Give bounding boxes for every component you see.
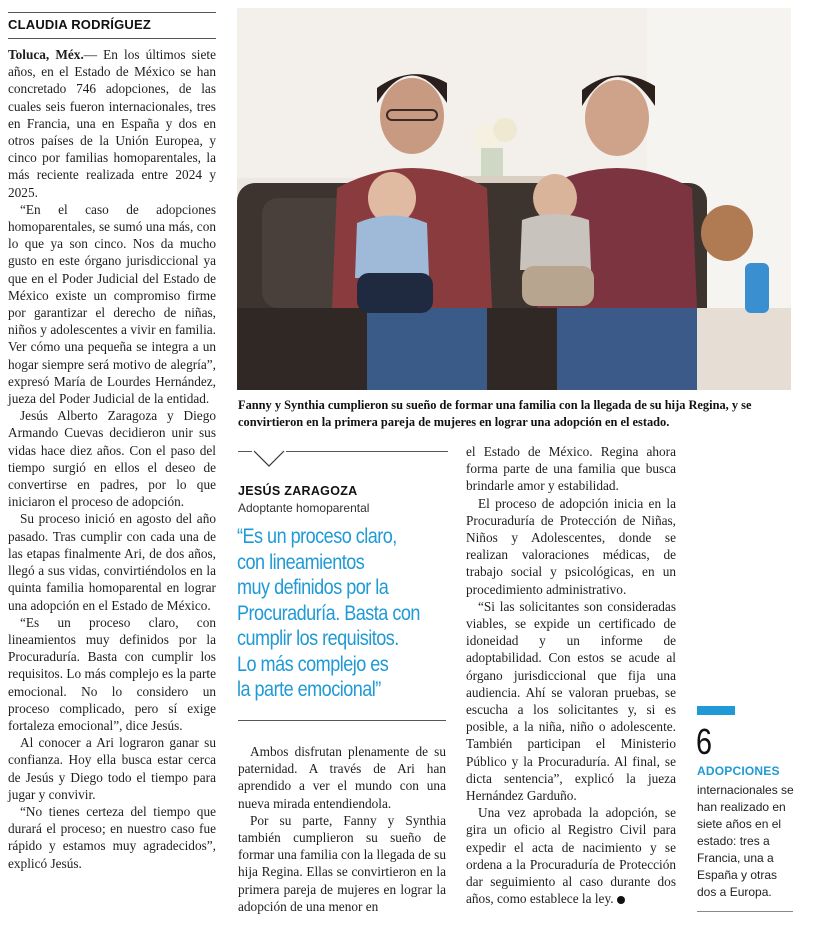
stat-label: ADOPCIONES	[697, 764, 780, 778]
paragraph: “No tienes certeza del tiempo que durará el proceso; en nuestro caso fue rápido y estamos muy agradecidos”, explicó Jesús.	[8, 803, 216, 871]
article-column-2	[238, 743, 446, 915]
paragraph: “Si las solicitantes son consideradas viables, se expide un certificado de idoneidad y un informe de adoptabilidad. Con estos se acude al órgano jurisdiccional que fija una audiencia. Ahí se valoran pruebas, se escucha a los solicitantes y, si es posible, a la niña, niño o adolescente. También participan el Ministerio Público y la Procuraduría. Al final, se dicta sentencia”, explicó la jueza Hernández Garduño.	[466, 598, 676, 804]
paragraph: Jesús Alberto Zaragoza y Diego Armando Cuevas decidieron unir sus vidas hace diez años. Con el paso del tiempo surgió en ellos el deseo de convertirse en padres, por lo que iniciaron el proceso de adopción.	[8, 408, 216, 510]
top-rule	[8, 12, 216, 13]
lead-paragraph	[8, 46, 216, 201]
pull-quote-line: muy definidos por la	[237, 576, 389, 599]
paragraph: Por su parte, Fanny y Synthia también cumplieron su sueño de formar una familia con la llegada de su hija Regina. Ellas se convirtieron en la primera pareja de mujeres en lograr la adopción de una menor en	[238, 812, 446, 914]
article-photo	[237, 8, 791, 390]
final-paragraph-text: Una vez aprobada la adopción, se gira un oficio al Registro Civil para expedir el acta de nacimiento y se ordena a la Procuraduría de Protección dar seguimiento al caso durante dos años, como establece la ley.	[466, 805, 676, 907]
end-mark-icon	[617, 896, 625, 904]
paragraph: Su proceso inició en agosto del año pasado. Tras cumplir con cada una de las etapas finalmente Ari, de dos años, llegó a sus vidas, convirtiéndolos en la quinta familia homoparental en lograr una adopción en el Estado de México.	[8, 511, 216, 613]
chevron-down-icon	[252, 449, 286, 469]
pull-quote-line: con lineamientos	[237, 550, 365, 574]
pull-quote-line: “Es un proceso claro,	[237, 525, 397, 548]
paragraph: “En el caso de adopciones homoparentales, se sumó una más, con lo que ya son cinco. Nos da mucho gusto en este órgano jurisdiccional ya que en el Poder Judicial del Estado de México existe un compromiso firme por garantizar el derecho de niñas, niños y adolescentes a vivir en familia. Ver cómo una pequeña se integra a un hogar siempre será motivo de alegría”, expresó María de Lourdes Hernández, jueza del Poder Judicial de la entidad.	[8, 201, 216, 407]
stat-number: 6	[696, 721, 713, 762]
stat-accent-bar	[697, 706, 735, 715]
pull-quote-line: la parte emocional”	[237, 678, 381, 701]
article-column-1	[8, 46, 216, 872]
paragraph: el Estado de México. Regina ahora forma parte de una familia que busca brindarle amor y estabilidad.	[466, 444, 676, 494]
quote-bottom-rule	[238, 720, 446, 721]
quote-author: JESÚS ZARAGOZA	[238, 484, 358, 498]
stat-bottom-rule	[697, 911, 793, 912]
quote-rule-right	[286, 451, 448, 452]
photo-caption: Fanny y Synthia cumplieron su sueño de formar una familia con la llegada de su hija Regina, y se convirtieron en la primera pareja de mujeres en lograr una adopción en el estado.	[238, 398, 752, 429]
pull-quote-line: Procuraduría. Basta con	[237, 601, 420, 625]
author-byline: CLAUDIA RODRÍGUEZ	[8, 17, 152, 32]
pull-quote	[237, 524, 422, 703]
quote-rule-left	[238, 451, 252, 452]
stat-description: internacionales se han realizado en siete años en el estado: tres a Francia, una a España y otras dos a Europa.	[697, 783, 794, 899]
byline-rule	[8, 38, 216, 39]
pull-quote-line: Lo más complejo es	[237, 652, 389, 676]
quote-author-role: Adoptante homoparental	[238, 501, 370, 515]
paragraph: Ambos disfrutan plenamente de su paternidad. A través de Ari han aprendido a ver el mundo con una nueva mirada entendiendola.	[238, 744, 446, 811]
lead-text: — En los últimos siete años, en el Estado de México se han concretado 746 adopciones, de las cuales seis fueron internacionales, tres en Francia, una en España y dos en otros países de la Unión Europea, y cinco por familias homoparentales, la más reciente realizada entre 2024 y 2025.	[8, 47, 216, 200]
paragraph: Al conocer a Ari lograron ganar su confianza. Hoy ella busca estar cerca de Jesús y Diego todo el tiempo para jugar y convivir.	[8, 735, 216, 802]
paragraph: El proceso de adopción inicia en la Procuraduría de Protección de Niñas, Niños y Adolescentes, donde se realizan valoraciones médicas, de trabajo social y psicológicas, en un procedimiento administrativo.	[466, 495, 676, 597]
article-column-3	[466, 443, 676, 907]
paragraph: “Es un proceso claro, con lineamientos muy definidos por la Procuraduría. Basta con cumplir los requisitos. Lo más complejo es la parte emocional. No lo considero un proceso complicado, pero sí exige fortaleza emocional”, dice Jesús.	[8, 614, 216, 733]
photo-illustration	[237, 8, 791, 390]
pull-quote-line: cumplir los requisitos.	[237, 627, 399, 650]
paragraph	[466, 804, 676, 907]
dateline: Toluca, Méx.	[8, 47, 84, 62]
